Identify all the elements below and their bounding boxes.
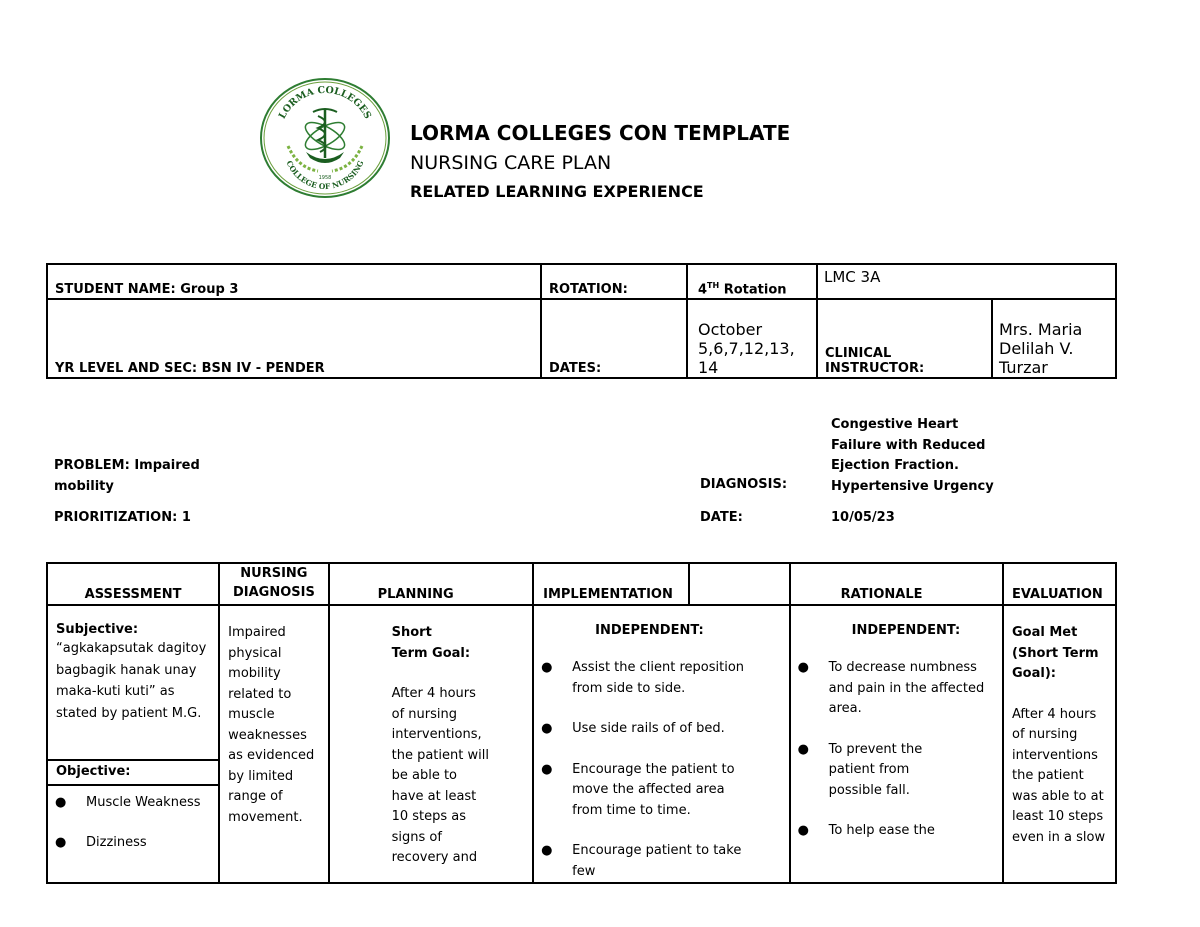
implementation-cell xyxy=(533,605,789,883)
rationale-item: ● To help ease the xyxy=(791,821,992,842)
rotation-label: ROTATION: xyxy=(541,264,687,299)
header-evaluation: EVALUATION xyxy=(1003,563,1116,605)
dates-value: October 5,6,7,12,13, 14 xyxy=(687,299,817,378)
svg-text:LORMA COLLEGES: LORMA COLLEGES xyxy=(276,84,374,121)
document-title: LORMA COLLEGES CON TEMPLATE xyxy=(410,121,791,145)
implementation-item: ● Encourage patient to take few xyxy=(534,841,768,882)
planning-label: Short Term Goal: xyxy=(391,625,471,661)
planning-cell xyxy=(329,605,534,883)
rotation-value: 4TH Rotation xyxy=(687,264,817,299)
subjective-label: Subjective: xyxy=(56,622,139,637)
rationale-item: ● To prevent the patient from possible fall. xyxy=(791,740,992,802)
care-plan-table xyxy=(46,562,1117,884)
document-subtitle: NURSING CARE PLAN xyxy=(410,152,612,174)
objective-label: Objective: xyxy=(48,761,218,786)
svg-text:1958: 1958 xyxy=(318,175,332,181)
implementation-label: INDEPENDENT: xyxy=(595,623,704,638)
evaluation-label: Goal Met (Short Term Goal): xyxy=(1012,625,1099,681)
college-seal-logo xyxy=(258,76,392,200)
evaluation-text: After 4 hours of nursing interventions the patient was able to at least 10 steps even in a slow xyxy=(1012,706,1106,845)
prioritization: PRIORITIZATION: 1 xyxy=(54,510,191,525)
date-label: DATE: xyxy=(700,510,743,525)
header-implementation-extra xyxy=(689,563,790,605)
evaluation-cell xyxy=(1003,605,1116,883)
date-value: 10/05/23 xyxy=(831,510,895,525)
header-planning: PLANNING xyxy=(329,563,534,605)
nursing-diagnosis-text: Impaired physical mobility related to muscle weaknesses as evidenced by limited range of movement. xyxy=(228,625,315,825)
objective-item: ● Dizziness xyxy=(48,835,218,850)
header-nursing-diagnosis: NURSING DIAGNOSIS xyxy=(219,563,328,605)
header-implementation: IMPLEMENTATION xyxy=(533,563,689,605)
implementation-item: ● Assist the client reposition from side to side. xyxy=(534,658,768,699)
implementation-item: ● Use side rails of of bed. xyxy=(534,719,768,740)
rationale-cell xyxy=(790,605,1003,883)
problem-label: PROBLEM: Impaired mobility xyxy=(54,458,200,494)
clinical-instructor-value: Mrs. Maria Delilah V. Turzar xyxy=(992,299,1116,378)
implementation-list xyxy=(534,658,768,882)
student-info-table xyxy=(46,263,1117,379)
student-name: STUDENT NAME: Group 3 xyxy=(47,264,541,299)
subjective-text: “agkakapsutak dagitoy bagbagik hanak unay maka-kuti kuti” as stated by patient M.G. xyxy=(56,641,207,721)
header-assessment: ASSESSMENT xyxy=(47,563,219,605)
objective-list xyxy=(48,795,218,850)
dates-label: DATES: xyxy=(541,299,687,378)
year-level-section: YR LEVEL AND SEC: BSN IV - PENDER xyxy=(47,299,541,378)
rationale-label: INDEPENDENT: xyxy=(851,623,961,638)
diagnosis-value: Congestive Heart Failure with Reduced Ejection Fraction. Hypertensive Urgency xyxy=(831,417,994,494)
implementation-item: ● Encourage the patient to move the affected area from time to time. xyxy=(534,760,768,822)
subjective-section xyxy=(48,606,218,761)
svg-text:COLLEGE OF NURSING: COLLEGE OF NURSING xyxy=(284,159,366,192)
document-subtitle-2: RELATED LEARNING EXPERIENCE xyxy=(410,182,704,201)
rationale-item: ● To decrease numbness and pain in the affected area. xyxy=(791,658,992,720)
header-rationale: RATIONALE xyxy=(790,563,1003,605)
clinical-instructor-label: CLINICAL INSTRUCTOR: xyxy=(817,299,992,378)
planning-text: After 4 hours of nursing interventions, the patient will be able to have at least 10 steps as signs of recovery and xyxy=(391,686,489,865)
assessment-cell xyxy=(47,605,219,883)
objective-item: ● Muscle Weakness xyxy=(48,795,218,835)
rationale-list xyxy=(791,658,996,842)
section-code: LMC 3A xyxy=(817,264,1116,299)
nursing-diagnosis-cell xyxy=(219,605,328,883)
diagnosis-label: DIAGNOSIS: xyxy=(700,477,788,492)
